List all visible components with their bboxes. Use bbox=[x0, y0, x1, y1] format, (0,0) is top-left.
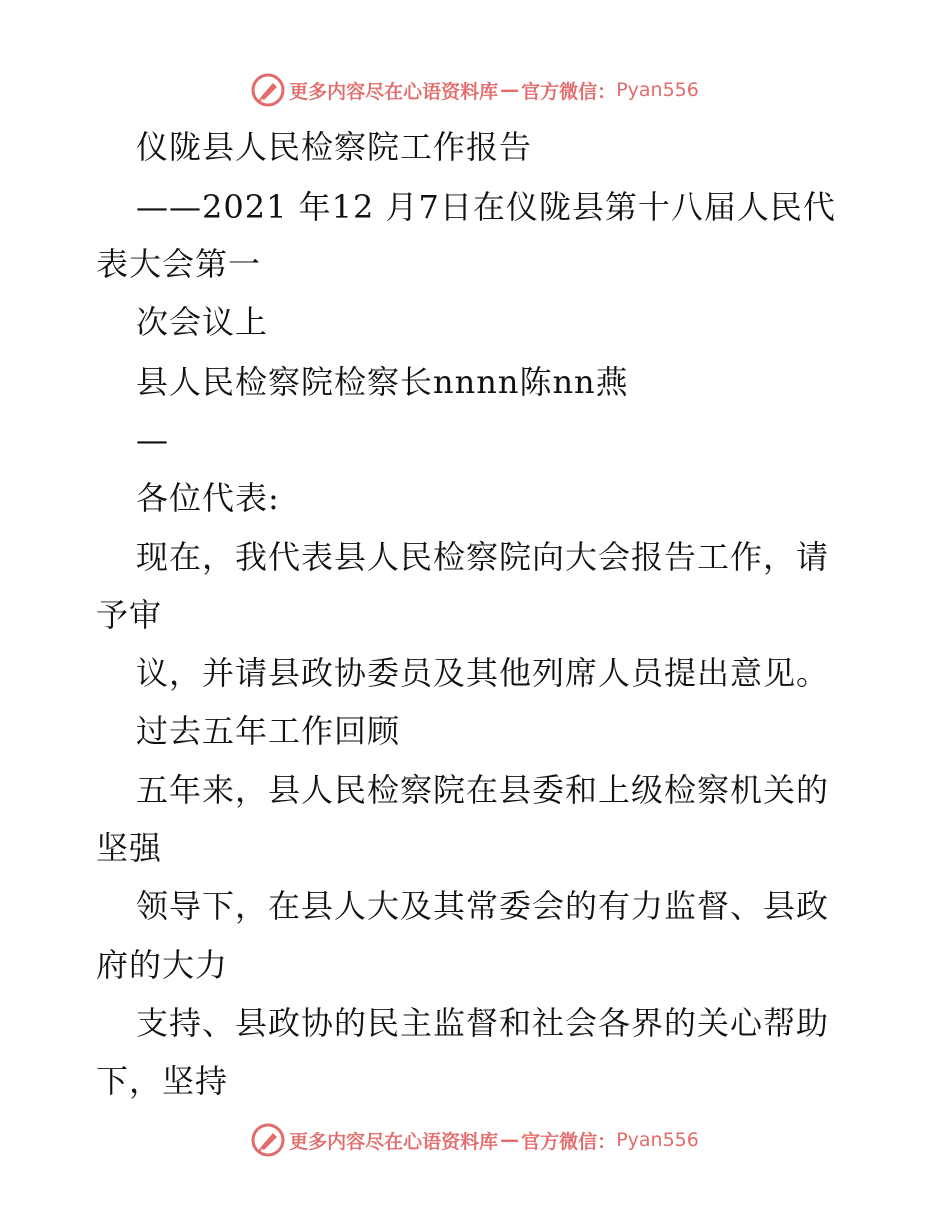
report-subtitle-line: ——2021 年12 月7日在仪陇县第十八届人民代 bbox=[136, 188, 836, 226]
paragraph-line: 现在，我代表县人民检察院向大会报告工作，请 bbox=[136, 538, 830, 576]
watermark-contact-id: Pyan556 bbox=[616, 79, 699, 101]
report-title: 仪陇县人民检察院工作报告 bbox=[136, 128, 533, 166]
watermark-text: 更多内容尽在心语资料库 bbox=[289, 1130, 499, 1153]
watermark-contact-id: Pyan556 bbox=[616, 1129, 699, 1151]
paragraph-line: 领导下，在县人大及其常委会的有力监督、县政 bbox=[136, 887, 830, 925]
watermark-banner-top bbox=[0, 70, 950, 110]
watermark-contact-label: 官方微信： bbox=[521, 80, 617, 103]
paragraph-line: 府的大力 bbox=[96, 946, 229, 984]
paragraph-line: 下，坚持 bbox=[96, 1062, 229, 1100]
pen-logo-icon bbox=[251, 1123, 285, 1157]
dash-line: — bbox=[136, 421, 169, 459]
salutation: 各位代表: bbox=[136, 479, 280, 517]
paragraph-line: 予审 bbox=[96, 596, 163, 634]
watermark-separator: — bbox=[500, 79, 520, 101]
paragraph-line: 五年来，县人民检察院在县委和上级检察机关的 bbox=[136, 771, 830, 809]
watermark-banner-bottom bbox=[0, 1120, 950, 1160]
report-subtitle-line: 次会议上 bbox=[136, 303, 269, 341]
watermark-text: 更多内容尽在心语资料库 bbox=[289, 80, 499, 103]
paragraph-line: 坚强 bbox=[96, 829, 163, 867]
watermark-contact-label: 官方微信： bbox=[521, 1130, 617, 1153]
paragraph-line: 支持、县政协的民主监督和社会各界的关心帮助 bbox=[136, 1004, 830, 1042]
section-heading: 过去五年工作回顾 bbox=[136, 712, 401, 750]
report-subtitle-line: 表大会第一 bbox=[96, 245, 262, 283]
pen-logo-icon bbox=[251, 73, 285, 107]
report-author: 县人民检察院检察长nnnn陈nn燕 bbox=[136, 363, 629, 401]
watermark-separator: — bbox=[500, 1129, 520, 1151]
paragraph-line: 议，并请县政协委员及其他列席人员提出意见。 bbox=[136, 654, 830, 692]
